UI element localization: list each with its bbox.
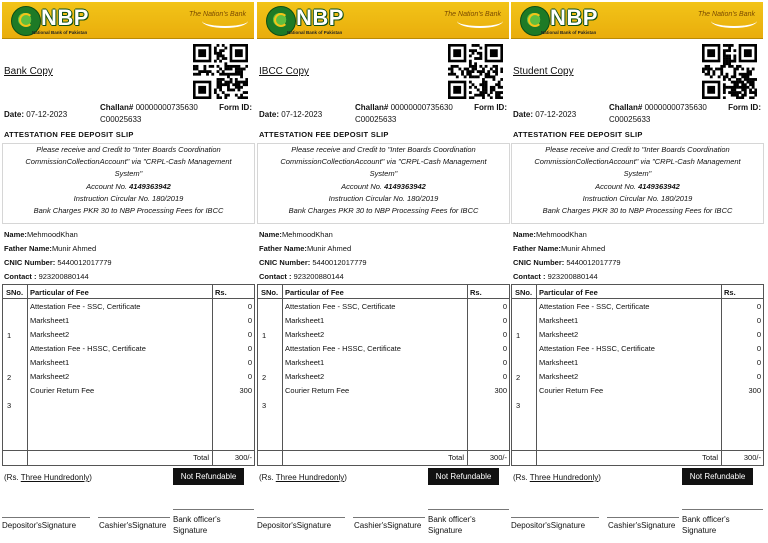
name-value: MehmoodKhan <box>26 230 78 239</box>
form-id-value: C00025633 <box>100 115 142 124</box>
bank-officer-line: Signature <box>682 526 717 535</box>
header-sno: SNo. <box>261 288 279 297</box>
table-divider <box>282 285 283 465</box>
fee-row-particular: Marksheet1 <box>285 316 325 325</box>
name-value: MehmoodKhan <box>535 230 587 239</box>
signature-line <box>682 509 763 510</box>
slip-title: ATTESTATION FEE DEPOSIT SLIP <box>259 130 389 139</box>
table-divider <box>3 298 254 299</box>
account-label: Account No. <box>595 181 637 191</box>
fee-row-amount: 0 <box>756 344 761 353</box>
contact-label: Contact : <box>259 272 292 281</box>
instruction-line: CommissionCollectionAccount" via "CRPL-Cash Management <box>280 157 487 167</box>
challan-field <box>100 102 254 126</box>
qr-code-icon <box>193 44 248 99</box>
account-label: Account No. <box>86 181 128 191</box>
challan-label: Challan# <box>609 103 643 112</box>
fee-row-amount: 0 <box>756 358 761 367</box>
fee-row-amount: 0 <box>756 372 761 381</box>
contact-value: 923200880144 <box>38 272 89 281</box>
amount-in-words <box>513 473 601 482</box>
instruction-box <box>2 143 255 224</box>
fee-row-amount: 0 <box>502 358 507 367</box>
depositor-signature-label: Depositor'sSignature <box>257 521 332 530</box>
fee-row-particular: Courier Return Fee <box>539 386 604 395</box>
total-label: Total <box>702 453 718 462</box>
qr-code-icon <box>702 44 757 99</box>
fee-row-particular: Attestation Fee - HSSC, Certificate <box>285 344 401 353</box>
fee-table <box>257 284 510 466</box>
fee-row-particular: Marksheet2 <box>285 330 325 339</box>
slip-copy <box>2 0 254 543</box>
date-field <box>259 110 322 119</box>
bank-officer-line: Signature <box>173 526 208 535</box>
table-divider <box>258 298 509 299</box>
instruction-line: Please receive and Credit to "Inter Boards Coordination <box>545 145 730 154</box>
bank-officer-line: Signature <box>428 526 463 535</box>
instruction-line: System" <box>114 169 143 179</box>
fee-row-amount: 300 <box>494 386 507 395</box>
bank-name: NBP <box>41 5 89 30</box>
fee-row-amount: 0 <box>502 302 507 311</box>
slip-copy <box>257 0 509 543</box>
fee-row-sno: 2 <box>262 373 267 382</box>
challan-value: 00000000735630 <box>644 103 707 112</box>
bank-full-name: National Bank of Pakistan <box>287 30 343 35</box>
form-id-label: Form ID: <box>474 103 507 112</box>
contact-value: 923200880144 <box>293 272 344 281</box>
fee-row-amount: 0 <box>247 302 252 311</box>
account-line <box>3 181 254 193</box>
cashier-signature-label: Cashier'sSignature <box>354 521 422 530</box>
contact-field <box>4 272 89 281</box>
amount-in-words <box>259 473 347 482</box>
bank-tagline: The Nation's Bank <box>698 11 755 18</box>
date-label: Date: <box>4 110 25 119</box>
fee-row-particular: Marksheet1 <box>30 316 70 325</box>
fee-row-particular: Attestation Fee - SSC, Certificate <box>539 302 650 311</box>
father-name-field <box>513 244 605 253</box>
fee-row-amount: 0 <box>502 344 507 353</box>
fee-row-sno: 3 <box>262 401 267 410</box>
date-label: Date: <box>259 110 280 119</box>
bank-tagline: The Nation's Bank <box>444 11 501 18</box>
instruction-line: Bank Charges PKR 30 to NBP Processing Fees for IBCC <box>542 206 733 216</box>
cnic-value: 5440012017779 <box>312 258 367 267</box>
fee-row-amount: 0 <box>247 330 252 339</box>
name-label: Name: <box>513 230 536 239</box>
fee-row-particular: Attestation Fee - SSC, Certificate <box>30 302 141 311</box>
instruction-line: Please receive and Credit to "Inter Boards Coordination <box>36 145 221 154</box>
bank-full-name: National Bank of Pakistan <box>32 30 88 35</box>
cnic-field <box>259 258 367 267</box>
father-name-value: Munir Ahmed <box>51 244 97 253</box>
table-divider <box>512 450 763 451</box>
form-id-label: Form ID: <box>219 103 252 112</box>
challan-field <box>609 102 763 126</box>
signature-line <box>257 517 345 518</box>
instruction-line: Bank Charges PKR 30 to NBP Processing Fees for IBCC <box>33 206 224 216</box>
header-particular: Particular of Fee <box>30 288 89 297</box>
father-name-value: Munir Ahmed <box>560 244 606 253</box>
amount-words: Three Hundredonly <box>20 473 90 482</box>
bank-header-banner <box>257 2 509 39</box>
table-divider <box>512 298 763 299</box>
bank-name: NBP <box>296 5 344 30</box>
copy-title: IBCC Copy <box>259 66 310 77</box>
amount-suffix: ) <box>344 473 347 482</box>
name-field <box>513 230 587 239</box>
fee-row-amount: 0 <box>502 316 507 325</box>
fee-row-sno: 1 <box>516 331 521 340</box>
copy-title: Student Copy <box>513 66 574 77</box>
bank-officer-signature-label <box>173 514 221 536</box>
bank-officer-line: Bank officer's <box>428 515 476 524</box>
father-name-field <box>4 244 96 253</box>
amount-suffix: ) <box>89 473 92 482</box>
fee-row-sno: 3 <box>7 401 12 410</box>
header-sno: SNo. <box>515 288 533 297</box>
father-name-label: Father Name: <box>513 244 561 253</box>
amount-words: Three Hundredonly <box>275 473 345 482</box>
depositor-signature-label: Depositor'sSignature <box>2 521 77 530</box>
signature-line <box>607 517 679 518</box>
instruction-line: Instruction Circular No. 180/2019 <box>73 193 184 203</box>
fee-row-particular: Attestation Fee - HSSC, Certificate <box>539 344 655 353</box>
fee-row-particular: Marksheet1 <box>539 316 579 325</box>
bank-officer-line: Bank officer's <box>682 515 730 524</box>
fee-row-amount: 0 <box>756 330 761 339</box>
cnic-field <box>4 258 112 267</box>
fee-row-amount: 300 <box>239 386 252 395</box>
form-id-label: Form ID: <box>728 103 761 112</box>
signature-line <box>98 517 170 518</box>
fee-row-particular: Marksheet1 <box>539 358 579 367</box>
fee-row-amount: 0 <box>247 372 252 381</box>
bank-officer-line: Bank officer's <box>173 515 221 524</box>
signature-line <box>428 509 509 510</box>
fee-row-sno: 2 <box>7 373 12 382</box>
header-particular: Particular of Fee <box>539 288 598 297</box>
copy-title: Bank Copy <box>4 66 53 77</box>
instruction-line: CommissionCollectionAccount" via "CRPL-Cash Management <box>534 157 741 167</box>
bank-officer-signature-label <box>682 514 730 536</box>
signature-line <box>173 509 254 510</box>
fee-row-particular: Marksheet1 <box>285 358 325 367</box>
instruction-line: System" <box>623 169 652 179</box>
fee-row-amount: 0 <box>502 372 507 381</box>
fee-row-sno: 3 <box>516 401 521 410</box>
slip-title: ATTESTATION FEE DEPOSIT SLIP <box>513 130 643 139</box>
table-divider <box>3 450 254 451</box>
table-divider <box>721 285 722 465</box>
amount-suffix: ) <box>598 473 601 482</box>
challan-label: Challan# <box>100 103 134 112</box>
signature-line <box>353 517 425 518</box>
challan-value: 00000000735630 <box>135 103 198 112</box>
amount-in-words <box>4 473 92 482</box>
bank-tagline: The Nation's Bank <box>189 11 246 18</box>
contact-label: Contact : <box>513 272 546 281</box>
cnic-field <box>513 258 621 267</box>
amount-prefix: (Rs. <box>513 473 530 482</box>
instruction-line: Please receive and Credit to "Inter Boards Coordination <box>291 145 476 154</box>
contact-field <box>513 272 598 281</box>
bank-header-banner <box>2 2 254 39</box>
fee-row-sno: 1 <box>262 331 267 340</box>
name-value: MehmoodKhan <box>281 230 333 239</box>
signature-line <box>2 517 90 518</box>
fee-row-amount: 0 <box>756 302 761 311</box>
total-label: Total <box>448 453 464 462</box>
header-rs: Rs. <box>470 288 482 297</box>
table-divider <box>258 450 509 451</box>
total-label: Total <box>193 453 209 462</box>
amount-prefix: (Rs. <box>4 473 21 482</box>
instruction-line: Instruction Circular No. 180/2019 <box>582 193 693 203</box>
bank-name: NBP <box>550 5 598 30</box>
father-name-label: Father Name: <box>4 244 52 253</box>
header-sno: SNo. <box>6 288 24 297</box>
father-name-field <box>259 244 351 253</box>
account-line <box>258 181 509 193</box>
date-label: Date: <box>513 110 534 119</box>
fee-row-particular: Marksheet2 <box>539 372 579 381</box>
total-value: 300/- <box>234 453 252 462</box>
fee-row-sno: 2 <box>516 373 521 382</box>
total-value: 300/- <box>489 453 507 462</box>
account-number: 4149363942 <box>638 181 680 191</box>
fee-row-particular: Marksheet2 <box>30 330 70 339</box>
signature-line <box>511 517 599 518</box>
contact-value: 923200880144 <box>547 272 598 281</box>
instruction-line: CommissionCollectionAccount" via "CRPL-Cash Management <box>25 157 232 167</box>
cnic-label: CNIC Number: <box>513 258 565 267</box>
fee-row-amount: 0 <box>502 330 507 339</box>
account-line <box>512 181 763 193</box>
instruction-line: System" <box>369 169 398 179</box>
bank-full-name: National Bank of Pakistan <box>541 30 597 35</box>
date-field <box>513 110 576 119</box>
cashier-signature-label: Cashier'sSignature <box>99 521 167 530</box>
table-divider <box>467 285 468 465</box>
not-refundable-badge: Not Refundable <box>682 468 753 485</box>
fee-row-amount: 0 <box>247 358 252 367</box>
fee-row-particular: Courier Return Fee <box>30 386 95 395</box>
name-label: Name: <box>259 230 282 239</box>
table-divider <box>536 285 537 465</box>
header-particular: Particular of Fee <box>285 288 344 297</box>
account-number: 4149363942 <box>384 181 426 191</box>
not-refundable-badge: Not Refundable <box>428 468 499 485</box>
qr-code-icon <box>448 44 503 99</box>
cnic-value: 5440012017779 <box>566 258 621 267</box>
name-field <box>4 230 78 239</box>
name-label: Name: <box>4 230 27 239</box>
bank-officer-signature-label <box>428 514 476 536</box>
form-id-value: C00025633 <box>609 115 651 124</box>
fee-row-amount: 0 <box>756 316 761 325</box>
fee-table <box>511 284 764 466</box>
cnic-label: CNIC Number: <box>4 258 56 267</box>
not-refundable-badge: Not Refundable <box>173 468 244 485</box>
account-label: Account No. <box>341 181 383 191</box>
fee-row-particular: Marksheet2 <box>285 372 325 381</box>
fee-row-particular: Attestation Fee - HSSC, Certificate <box>30 344 146 353</box>
contact-label: Contact : <box>4 272 37 281</box>
fee-row-amount: 300 <box>748 386 761 395</box>
header-rs: Rs. <box>215 288 227 297</box>
fee-row-particular: Attestation Fee - SSC, Certificate <box>285 302 396 311</box>
header-rs: Rs. <box>724 288 736 297</box>
instruction-line: Instruction Circular No. 180/2019 <box>328 193 439 203</box>
instruction-box <box>511 143 764 224</box>
date-value: 07-12-2023 <box>26 110 68 119</box>
date-value: 07-12-2023 <box>281 110 323 119</box>
fee-row-particular: Marksheet2 <box>30 372 70 381</box>
fee-row-particular: Marksheet1 <box>30 358 70 367</box>
fee-row-particular: Marksheet2 <box>539 330 579 339</box>
father-name-value: Munir Ahmed <box>306 244 352 253</box>
challan-field <box>355 102 509 126</box>
name-field <box>259 230 333 239</box>
challan-value: 00000000735630 <box>390 103 453 112</box>
fee-row-particular: Courier Return Fee <box>285 386 350 395</box>
depositor-signature-label: Depositor'sSignature <box>511 521 586 530</box>
slip-title: ATTESTATION FEE DEPOSIT SLIP <box>4 130 134 139</box>
instruction-box <box>257 143 510 224</box>
fee-row-sno: 1 <box>7 331 12 340</box>
date-value: 07-12-2023 <box>535 110 577 119</box>
date-field <box>4 110 67 119</box>
account-number: 4149363942 <box>129 181 171 191</box>
table-divider <box>27 285 28 465</box>
total-value: 300/- <box>743 453 761 462</box>
contact-field <box>259 272 344 281</box>
fee-row-amount: 0 <box>247 344 252 353</box>
father-name-label: Father Name: <box>259 244 307 253</box>
fee-row-amount: 0 <box>247 316 252 325</box>
bank-header-banner <box>511 2 763 39</box>
challan-label: Challan# <box>355 103 389 112</box>
fee-table <box>2 284 255 466</box>
cnic-label: CNIC Number: <box>259 258 311 267</box>
cashier-signature-label: Cashier'sSignature <box>608 521 676 530</box>
instruction-line: Bank Charges PKR 30 to NBP Processing Fees for IBCC <box>288 206 479 216</box>
amount-words: Three Hundredonly <box>529 473 599 482</box>
amount-prefix: (Rs. <box>259 473 276 482</box>
slip-copy <box>511 0 763 543</box>
cnic-value: 5440012017779 <box>57 258 112 267</box>
table-divider <box>212 285 213 465</box>
form-id-value: C00025633 <box>355 115 397 124</box>
